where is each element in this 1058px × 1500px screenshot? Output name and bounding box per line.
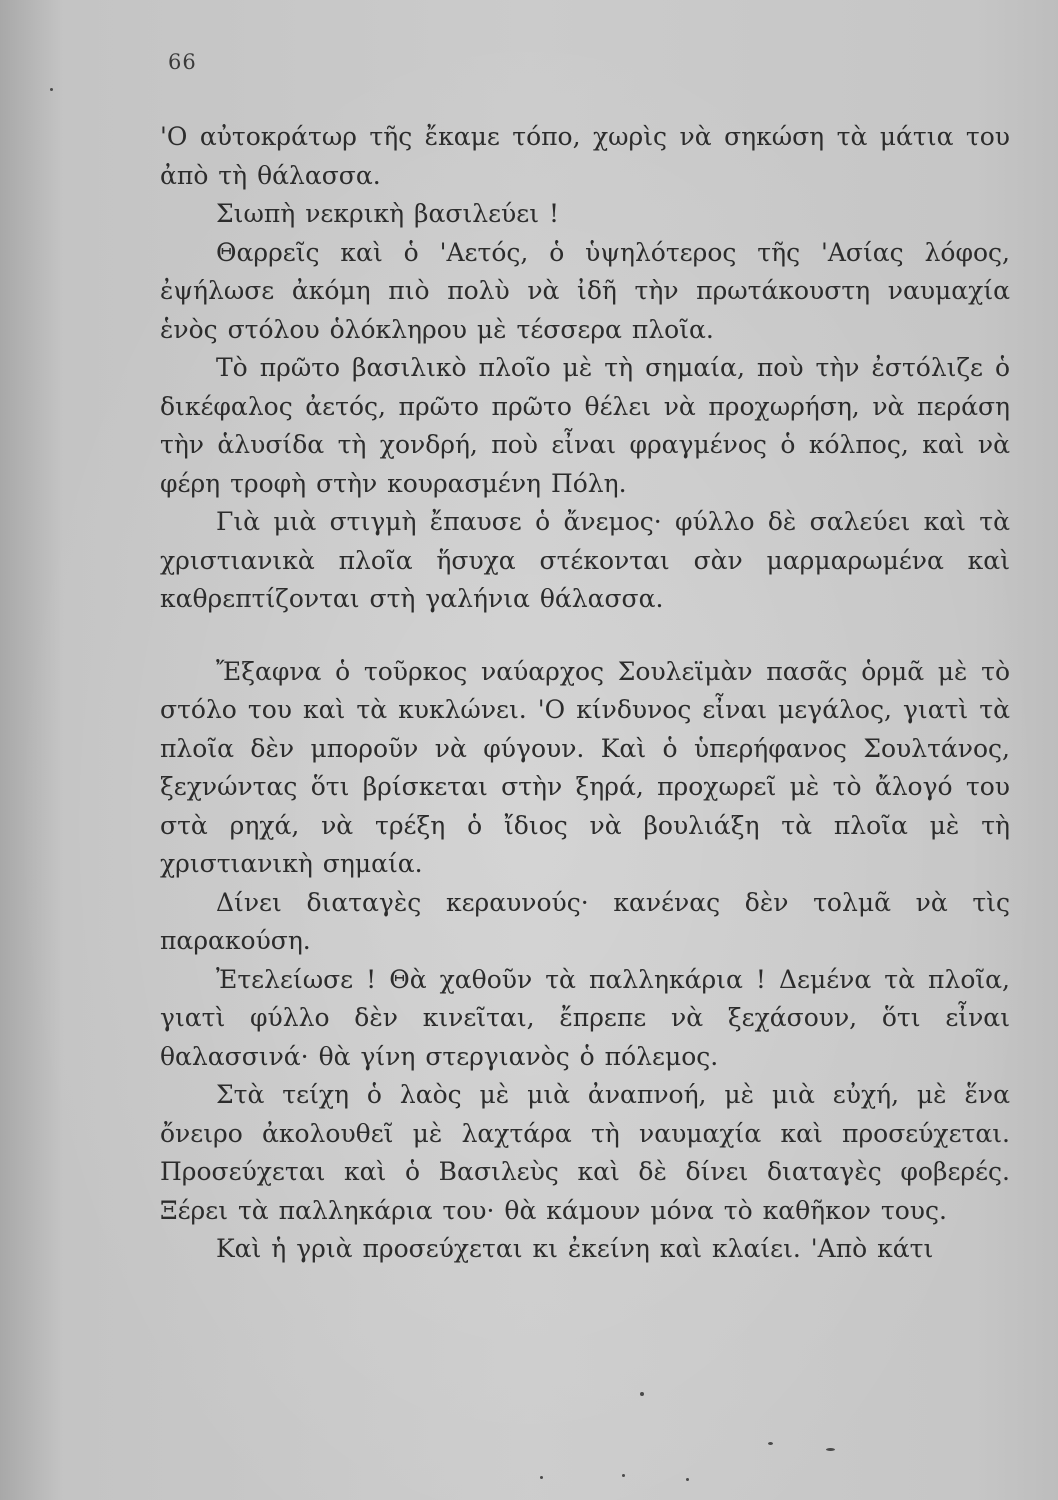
page-number: 66 (168, 50, 197, 74)
paragraph: Καὶ ἡ γριὰ προσεύχεται κι ἐκείνη καὶ κλαίει. 'Απὸ κάτι (216, 1234, 934, 1263)
paragraph: Δίνει διαταγὲς κεραυνούς· κανένας δὲν τολμᾶ νὰ τὶς παρακούση. (160, 887, 1010, 955)
paper-speck (826, 1448, 835, 1451)
paragraph: Σιωπὴ νεκρικὴ βασιλεύει ! (216, 199, 559, 228)
paper-speck (540, 1476, 543, 1479)
paragraph: Τὸ πρῶτο βασιλικὸ πλοῖο μὲ τὴ σημαία, ποὺ τὴν ἐστόλιζε ὁ δικέφαλος ἀετός, πρῶτο πρῶτο θέλει νὰ προχωρήση, νὰ περάση τὴν ἁλυσίδα τὴ χονδρή, ποὺ εἶναι φραγμένος ὁ κόλπος, καὶ νὰ φέρη τροφὴ στὴν κουρασμένη Πόλη. (160, 353, 1010, 498)
section-break (160, 619, 1010, 653)
paragraph: Θαρρεῖς καὶ ὁ 'Αετός, ὁ ὑψηλότερος τῆς 'Ασίας λόφος, ἐψήλωσε ἀκόμη πιὸ πολὺ νὰ ἰδῆ τὴν πρωτάκουστη ναυμαχία ἑνὸς στόλου ὁλόκληρου μὲ τέσσερα πλοῖα. (160, 237, 1010, 344)
paper-speck (686, 1478, 689, 1481)
paper-speck (640, 1392, 644, 1396)
paper-speck (768, 1442, 773, 1445)
paragraph: Γιὰ μιὰ στιγμὴ ἔπαυσε ὁ ἄνεμος· φύλλο δὲ σαλεύει καὶ τὰ χριστιανικὰ πλοῖα ἥσυχα στέκονται σὰν μαρμαρωμένα καὶ καθρεπτίζονται στὴ γαλήνια θάλασσα. (160, 507, 1010, 613)
paper-speck (50, 88, 53, 91)
paragraph: Ἔξαφνα ὁ τοῦρκος ναύαρχος Σουλεϊμὰν πασᾶς ὁρμᾶ μὲ τὸ στόλο του καὶ τὰ κυκλώνει. 'Ο κίνδυνος εἶναι μεγάλος, γιατὶ τὰ πλοῖα δὲν μποροῦν νὰ φύγουν. Καὶ ὁ ὑπερήφανος Σουλτάνος, ξεχνώντας ὅτι βρίσκεται στὴν ξηρά, προχωρεῖ μὲ τὸ ἄλογό του στὰ ρηχά, νὰ τρέξη ὁ ἴδιος νὰ βουλιάξη τὰ πλοῖα μὲ τὴ χριστιανικὴ σημαία. (160, 656, 1010, 878)
body-text (160, 118, 1010, 1269)
paragraph: 'Ο αὐτοκράτωρ τῆς ἔκαμε τόπο, χωρὶς νὰ σηκώση τὰ μάτια του ἀπὸ τὴ θάλασσα. (160, 122, 1010, 190)
paper-speck (622, 1474, 625, 1477)
paragraph: Στὰ τείχη ὁ λαὸς μὲ μιὰ ἀναπνοή, μὲ μιὰ εὐχή, μὲ ἕνα ὄνειρο ἀκολουθεῖ μὲ λαχτάρα τὴ ναυμαχία καὶ προσεύχεται. Προσεύχεται καὶ ὁ Βασιλεὺς καὶ δὲ δίνει διαταγὲς φοβερές. Ξέρει τὰ παλληκάρια του· θὰ κάμουν μόνα τὸ καθῆκον τους. (160, 1080, 1010, 1225)
paragraph: Ἐτελείωσε ! Θὰ χαθοῦν τὰ παλληκάρια ! Δεμένα τὰ πλοῖα, γιατὶ φύλλο δὲν κινεῖται, ἔπρεπε νὰ ξεχάσουν, ὅτι εἶναι θαλασσινά· θὰ γίνη στεργιανὸς ὁ πόλεμος. (160, 964, 1010, 1071)
